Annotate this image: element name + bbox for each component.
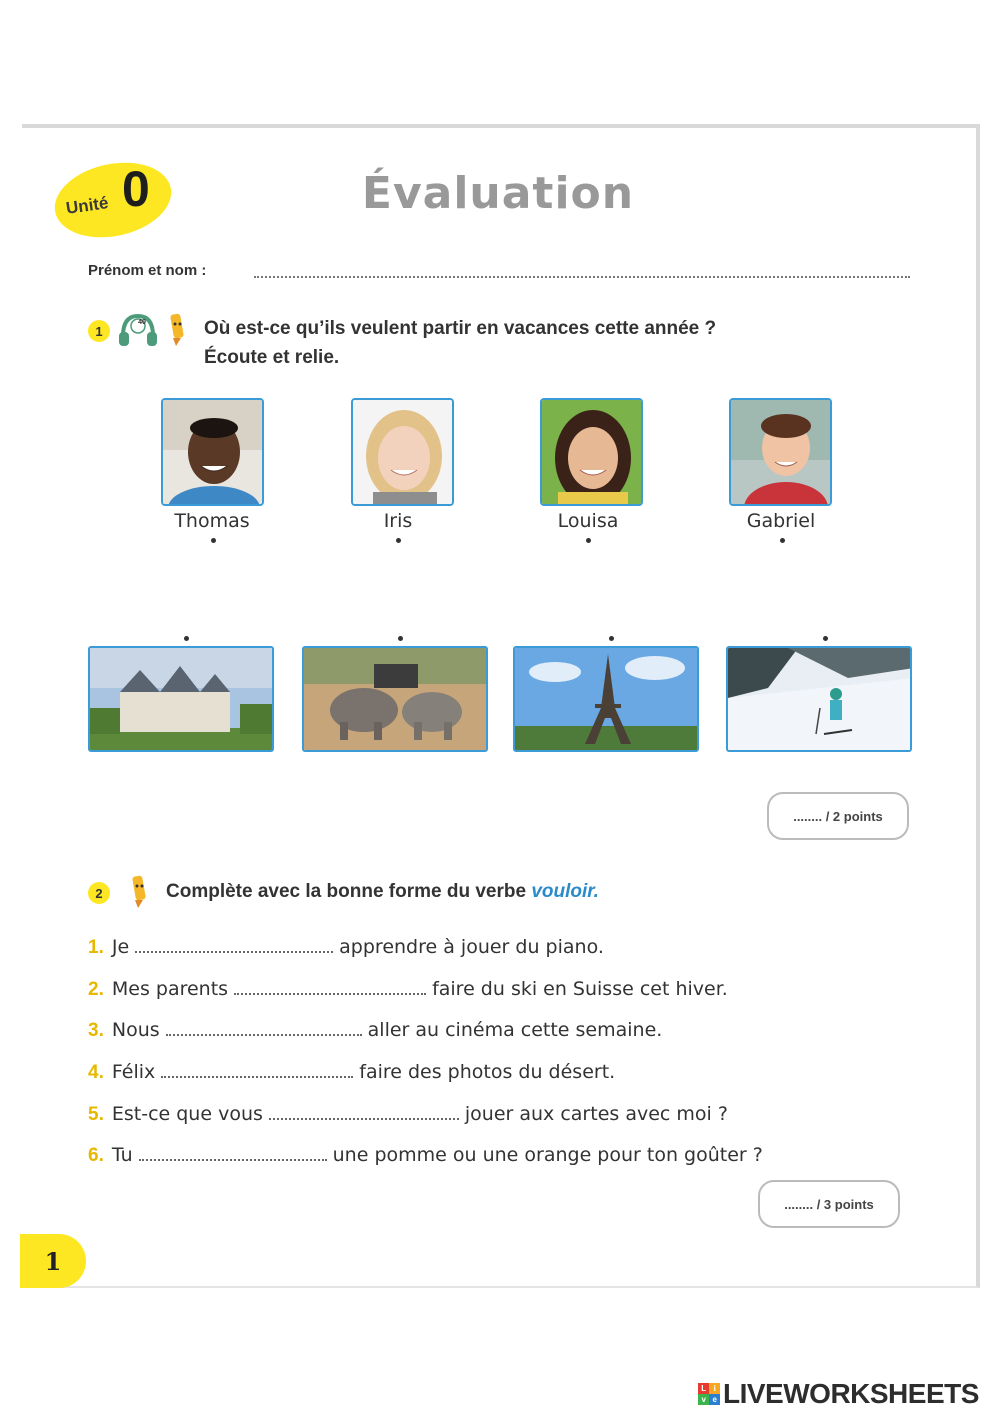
child-name-iris: Iris <box>383 510 413 532</box>
liveworksheets-brand[interactable] <box>698 1378 979 1410</box>
exercise-2-verb: vouloir. <box>531 881 599 902</box>
item-subject: Félix <box>111 1061 156 1083</box>
headphones-icon <box>118 312 158 348</box>
item-rest: jouer aux cartes avec moi ? <box>464 1103 728 1125</box>
exercise-2-score[interactable]: ........ / 3 points <box>758 1180 900 1228</box>
item-rest: une pomme ou une orange pour ton goûter ? <box>332 1144 763 1166</box>
child-name-thomas: Thomas <box>174 510 250 532</box>
answer-blank-5[interactable] <box>269 1106 459 1120</box>
item-rest: aller au cinéma cette semaine. <box>367 1019 663 1041</box>
item-number: 2. <box>88 979 104 1000</box>
unit-label: Unité <box>64 193 110 218</box>
answer-blank-3[interactable] <box>166 1022 362 1036</box>
connector-dot-louisa[interactable] <box>586 538 591 543</box>
exercise-2-item-5 <box>88 1103 728 1126</box>
exercise-1-number: 1 <box>88 320 110 342</box>
item-subject: Est-ce que vous <box>111 1103 263 1125</box>
liveworksheets-logo-icon: L i v e <box>698 1383 720 1405</box>
answer-blank-4[interactable] <box>161 1064 353 1078</box>
exercise-1-score[interactable]: ........ / 2 points <box>767 792 909 840</box>
item-number: 1. <box>88 937 104 958</box>
connector-dot-ski[interactable] <box>823 636 828 641</box>
exercise-2-item-2 <box>88 978 728 1001</box>
exercise-2-title <box>166 877 599 906</box>
portrait-iris <box>351 398 454 506</box>
item-rest: apprendre à jouer du piano. <box>339 936 604 958</box>
item-subject: Nous <box>111 1019 160 1041</box>
item-number: 6. <box>88 1145 104 1166</box>
item-rest: faire du ski en Suisse cet hiver. <box>432 978 728 1000</box>
exercise-2-item-3 <box>88 1019 662 1042</box>
connector-dot-eiffel[interactable] <box>609 636 614 641</box>
item-subject: Je <box>111 936 130 958</box>
page-title: Évaluation <box>361 168 635 219</box>
pencil-icon <box>164 312 190 348</box>
place-image-eiffel-tower <box>513 646 699 752</box>
exercise-2-item-4 <box>88 1061 615 1084</box>
audio-track-number: 40 <box>138 319 146 326</box>
worksheet-page <box>22 124 980 1288</box>
answer-blank-6[interactable] <box>139 1147 327 1161</box>
exercise-1-title-line1: Où est-ce qu’ils veulent partir en vacances cette année ? <box>204 318 717 339</box>
unit-number: 0 <box>122 161 150 217</box>
answer-blank-1[interactable] <box>135 939 333 953</box>
connector-dot-thomas[interactable] <box>211 538 216 543</box>
item-subject: Mes parents <box>111 978 229 1000</box>
brand-name: LIVEWORKSHEETS <box>723 1378 979 1409</box>
item-number: 5. <box>88 1104 104 1125</box>
place-image-elephants <box>302 646 488 752</box>
exercise-2-number: 2 <box>88 882 110 904</box>
child-name-gabriel: Gabriel <box>746 510 816 532</box>
exercise-1-title-line2: Écoute et relie. <box>204 347 340 368</box>
name-label: Prénom et nom : <box>88 262 207 279</box>
portrait-gabriel <box>729 398 832 506</box>
item-subject: Tu <box>111 1144 133 1166</box>
page-number: 1 <box>20 1234 86 1288</box>
child-name-louisa: Louisa <box>557 510 619 532</box>
exercise-2-title-prefix: Complète avec la bonne forme du verbe <box>166 881 532 902</box>
name-input-line[interactable] <box>254 276 910 278</box>
pencil-icon <box>126 874 152 910</box>
portrait-thomas <box>161 398 264 506</box>
item-number: 3. <box>88 1020 104 1041</box>
connector-dot-castle[interactable] <box>184 636 189 641</box>
connector-dot-gabriel[interactable] <box>780 538 785 543</box>
place-image-castle <box>88 646 274 752</box>
exercise-1-title <box>204 314 716 372</box>
portrait-louisa <box>540 398 643 506</box>
connector-dot-elephants[interactable] <box>398 636 403 641</box>
item-rest: faire des photos du désert. <box>359 1061 616 1083</box>
connector-dot-iris[interactable] <box>396 538 401 543</box>
item-number: 4. <box>88 1062 104 1083</box>
place-image-ski <box>726 646 912 752</box>
exercise-2-item-1 <box>88 936 604 959</box>
exercise-2-item-6 <box>88 1144 763 1167</box>
answer-blank-2[interactable] <box>234 981 426 995</box>
